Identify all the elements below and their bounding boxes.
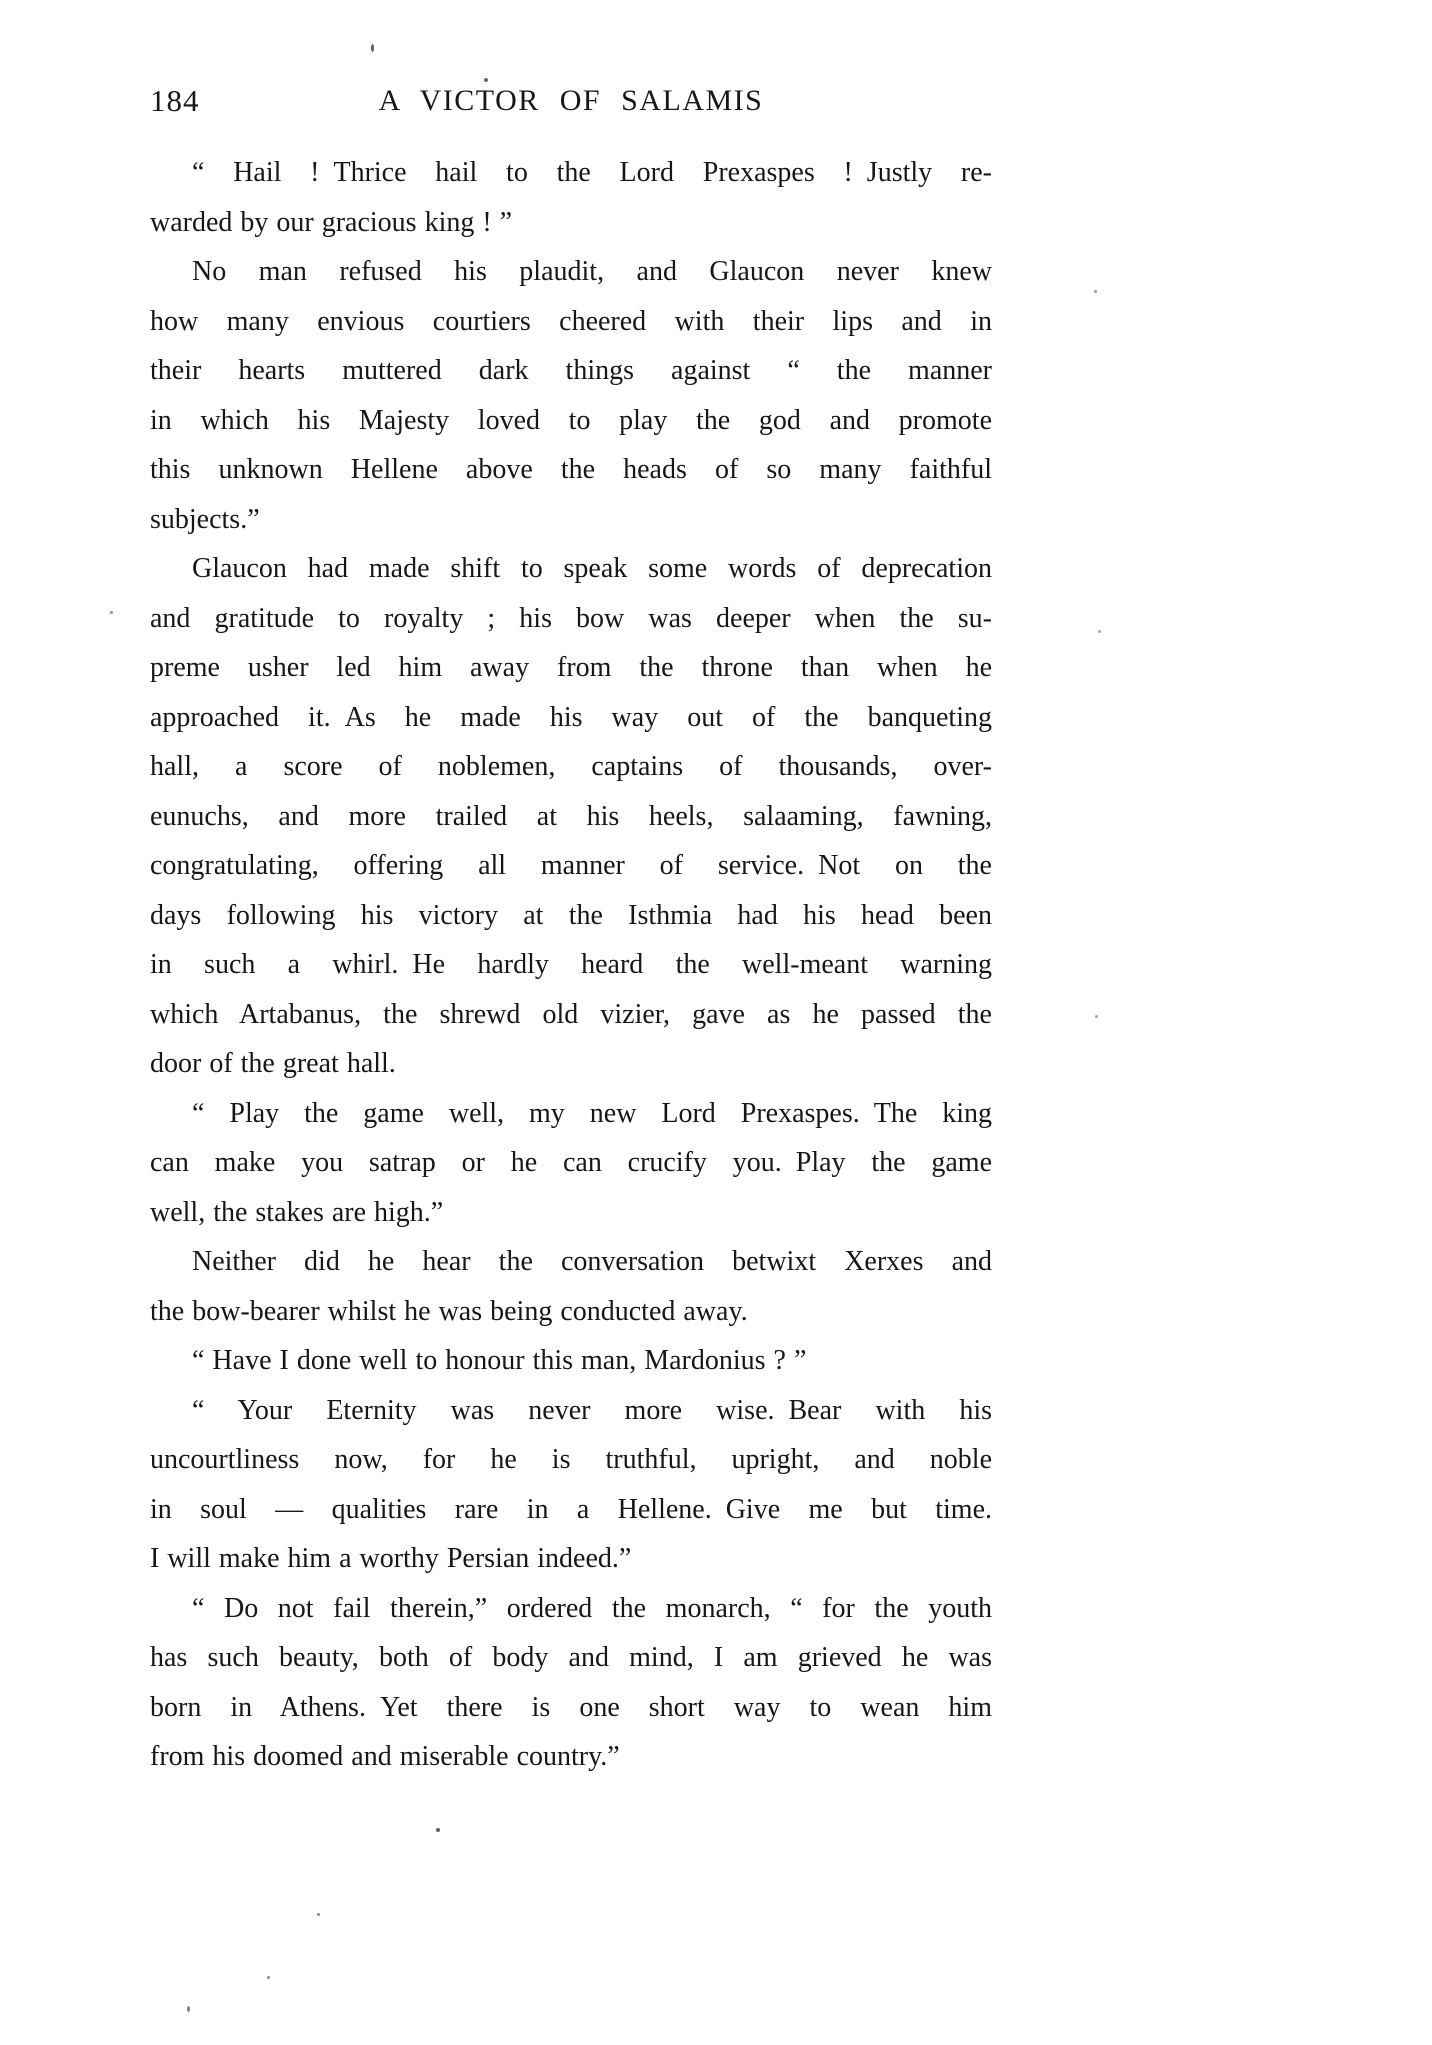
text-line: has such beauty, both of body and mind, I am grieved he was: [150, 1642, 992, 1673]
text-line: “ Hail ! Thrice hail to the Lord Prexaspes ! Justly re-: [192, 157, 992, 188]
text-line: in such a whirl. He hardly heard the well-meant warning: [150, 949, 992, 980]
page-header: [150, 82, 992, 126]
text-line: their hearts muttered dark things against “ the manner: [150, 355, 992, 386]
text-line: eunuchs, and more trailed at his heels, salaaming, fawning,: [150, 800, 992, 832]
text-line: warded by our gracious king ! ”: [150, 206, 513, 238]
text-line: how many envious courtiers cheered with their lips and in: [150, 305, 992, 337]
text-line: the bow-bearer whilst he was being conducted away.: [150, 1295, 748, 1327]
text-line: door of the great hall.: [150, 1048, 396, 1079]
text-line: and gratitude to royalty ; his bow was deeper when the su-: [150, 602, 992, 634]
text-line: which Artabanus, the shrewd old vizier, gave as he passed the: [150, 998, 992, 1030]
running-title: A VICTOR OF SALAMIS: [378, 84, 764, 117]
text-line: approached it. As he made his way out of the banqueting: [150, 701, 992, 733]
text-line: “ Have I done well to honour this man, Mardonius ? ”: [192, 1345, 807, 1376]
text-line: Glaucon had made shift to speak some words of deprecation: [192, 553, 992, 584]
scan-speck: [371, 44, 374, 52]
scan-speck: [187, 2006, 190, 2012]
text-line: born in Athens. Yet there is one short way to wean him: [150, 1691, 992, 1723]
text-line: “ Do not fail therein,” ordered the monarch, “ for the youth: [192, 1592, 992, 1624]
text-line: this unknown Hellene above the heads of so many faithful: [150, 454, 992, 485]
folio-page-number: 184: [150, 83, 200, 118]
text-line: subjects.”: [150, 503, 260, 535]
scan-speck: [317, 1913, 320, 1916]
text-line: No man refused his plaudit, and Glaucon never knew: [192, 256, 992, 287]
scan-speck: [110, 611, 113, 614]
text-line: Neither did he hear the conversation betwixt Xerxes and: [192, 1246, 992, 1277]
text-line: “ Your Eternity was never more wise. Bear with his: [192, 1394, 992, 1426]
text-line: in which his Majesty loved to play the god and promote: [150, 404, 992, 436]
text-line: preme usher led him away from the throne than when he: [150, 652, 992, 683]
text-line: uncourtliness now, for he is truthful, upright, and noble: [150, 1444, 992, 1475]
scan-speck: [267, 1976, 270, 1979]
text-line: can make you satrap or he can crucify you. Play the game: [150, 1147, 992, 1178]
text-line: hall, a score of noblemen, captains of thousands, over-: [150, 751, 992, 782]
text-line: I will make him a worthy Persian indeed.”: [150, 1543, 632, 1574]
scan-speck: [484, 78, 488, 82]
page-text: [150, 148, 992, 1782]
text-line: from his doomed and miserable country.”: [150, 1741, 620, 1772]
scan-speck: [1095, 1015, 1098, 1018]
text-line: well, the stakes are high.”: [150, 1196, 444, 1228]
scan-speck: [436, 1828, 440, 1832]
text-line: “ Play the game well, my new Lord Prexaspes. The king: [192, 1097, 992, 1129]
text-line: congratulating, offering all manner of service. Not on the: [150, 850, 992, 881]
scan-speck: [1094, 290, 1097, 293]
text-block: [150, 82, 992, 1782]
text-line: in soul — qualities rare in a Hellene. Give me but time.: [150, 1493, 992, 1525]
text-line: days following his victory at the Isthmia had his head been: [150, 899, 992, 931]
scan-speck: [1098, 630, 1101, 633]
